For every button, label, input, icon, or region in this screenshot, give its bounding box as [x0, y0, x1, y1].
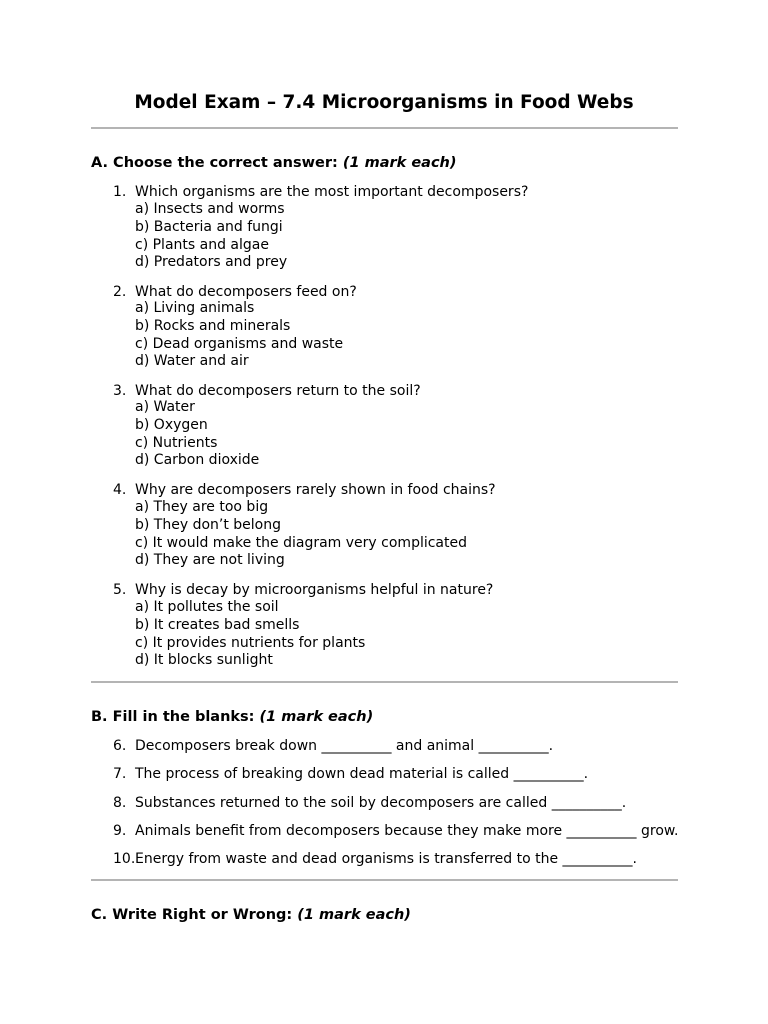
question-number: 6.: [113, 738, 127, 754]
section-c-title: C. Write Right or Wrong:: [91, 907, 293, 923]
option-b: b) It creates bad smells: [135, 616, 300, 633]
section-a-divider: [91, 681, 678, 683]
option-c: c) It provides nutrients for plants: [135, 634, 366, 651]
option-d: d) Carbon dioxide: [135, 452, 260, 469]
option-c: c) It would make the diagram very complicated: [135, 534, 467, 551]
question-1: [113, 183, 529, 201]
question-text: Decomposers break down __________ and animal __________.: [135, 738, 554, 754]
page-title: Model Exam – 7.4 Microorganisms in Food Webs: [134, 92, 634, 113]
question-5-options: [135, 599, 365, 670]
question-4: [113, 481, 496, 499]
question-2: [113, 283, 357, 301]
question-2-options: [135, 300, 343, 371]
section-c-heading: [91, 907, 411, 923]
question-number: 10.: [113, 851, 136, 867]
question-number: 2.: [113, 284, 127, 300]
question-text: The process of breaking down dead material is called __________.: [135, 766, 589, 782]
question-5: [113, 581, 494, 599]
section-c-marks: (1 mark each): [297, 907, 411, 923]
section-b-divider: [91, 879, 678, 881]
option-d: d) They are not living: [135, 552, 285, 569]
question-8: [113, 794, 627, 812]
section-a-title: A. Choose the correct answer:: [91, 155, 338, 171]
question-6: [113, 737, 554, 755]
question-number: 9.: [113, 823, 127, 839]
question-text: Energy from waste and dead organisms is transferred to the __________.: [135, 851, 638, 867]
question-text: Why is decay by microorganisms helpful in nature?: [135, 582, 494, 598]
option-c: c) Plants and algae: [135, 236, 269, 253]
question-number: 7.: [113, 766, 127, 782]
section-b-title: B. Fill in the blanks:: [91, 709, 255, 725]
option-a: a) Insects and worms: [135, 201, 285, 217]
option-a: a) They are too big: [135, 499, 269, 515]
option-b: b) Rocks and minerals: [135, 317, 291, 334]
question-number: 1.: [113, 184, 127, 200]
title-divider: [91, 127, 678, 129]
question-text: Animals benefit from decomposers because they make more __________ grow.: [135, 823, 679, 839]
section-b-marks: (1 mark each): [259, 709, 374, 725]
question-1-options: [135, 201, 287, 272]
question-9: [113, 822, 679, 840]
option-c: c) Nutrients: [135, 434, 218, 451]
option-d: d) Water and air: [135, 353, 249, 370]
question-text: What do decomposers feed on?: [135, 284, 357, 300]
question-number: 8.: [113, 795, 127, 811]
section-a-marks: (1 mark each): [342, 155, 457, 171]
question-3-options: [135, 399, 259, 470]
question-text: Substances returned to the soil by decomposers are called __________.: [135, 795, 627, 811]
section-b-heading: [91, 709, 373, 725]
option-b: b) Bacteria and fungi: [135, 218, 283, 235]
option-c: c) Dead organisms and waste: [135, 335, 344, 352]
question-7: [113, 765, 589, 783]
question-10: [113, 850, 638, 868]
question-3: [113, 382, 421, 400]
option-a: a) It pollutes the soil: [135, 599, 279, 615]
question-number: 3.: [113, 383, 127, 399]
option-d: d) Predators and prey: [135, 254, 288, 271]
question-text: Why are decomposers rarely shown in food chains?: [135, 482, 496, 498]
option-a: a) Water: [135, 399, 195, 415]
option-b: b) They don’t belong: [135, 516, 282, 533]
option-b: b) Oxygen: [135, 416, 208, 433]
question-text: What do decomposers return to the soil?: [135, 383, 421, 399]
option-d: d) It blocks sunlight: [135, 652, 273, 669]
question-number: 5.: [113, 582, 127, 598]
section-a-heading: [91, 155, 457, 171]
question-4-options: [135, 499, 467, 570]
question-number: 4.: [113, 482, 127, 498]
option-a: a) Living animals: [135, 300, 255, 316]
question-text: Which organisms are the most important decomposers?: [135, 184, 529, 200]
